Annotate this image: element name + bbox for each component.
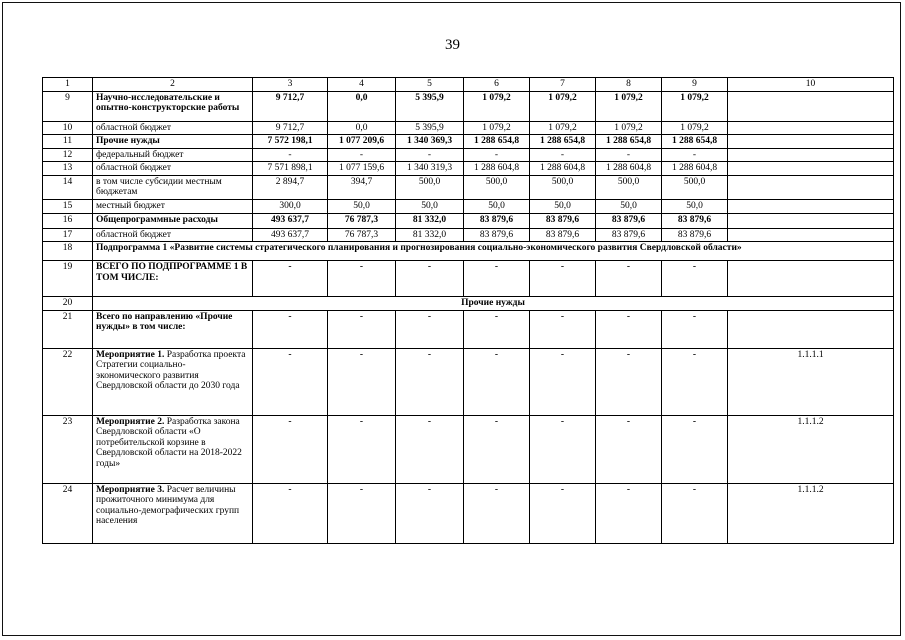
row-number: 13 <box>43 162 93 176</box>
value-cell: - <box>328 415 396 483</box>
header-cell: 2 <box>93 78 253 92</box>
value-cell: 1 079,2 <box>464 121 530 135</box>
table-row <box>43 213 894 228</box>
row-number: 20 <box>43 297 93 311</box>
section-row-text: Прочие нужды <box>93 297 894 311</box>
header-cell: 3 <box>253 78 328 92</box>
value-cell: 81 332,0 <box>396 213 464 228</box>
row-number: 12 <box>43 148 93 162</box>
value-cell: 1 288 604,8 <box>596 162 662 176</box>
value-cell: - <box>253 148 328 162</box>
row-number: 23 <box>43 415 93 483</box>
event-description: Разработка проекта Стратегии социально-экономического развития Свердловской области до 2030 года <box>96 349 246 391</box>
value-cell: 76 787,3 <box>328 228 396 242</box>
row-number: 16 <box>43 213 93 228</box>
value-cell: 83 879,6 <box>530 213 596 228</box>
table-row <box>43 162 894 176</box>
value-cell: - <box>396 483 464 543</box>
value-cell: 1 079,2 <box>530 91 596 121</box>
value-cell: 83 879,6 <box>530 228 596 242</box>
value-cell: 1 288 654,8 <box>464 135 530 149</box>
value-cell: - <box>253 415 328 483</box>
value-cell: 76 787,3 <box>328 213 396 228</box>
row-number: 10 <box>43 121 93 135</box>
row-label: областной бюджет <box>93 121 253 135</box>
value-cell: 83 879,6 <box>464 213 530 228</box>
value-cell: 1 340 369,3 <box>396 135 464 149</box>
row-number: 19 <box>43 261 93 297</box>
target-ref: 1.1.1.2 <box>728 415 894 483</box>
value-cell: - <box>464 261 530 297</box>
row-number: 17 <box>43 228 93 242</box>
header-cell: 8 <box>596 78 662 92</box>
row-label: Прочие нужды <box>93 135 253 149</box>
row-number: 9 <box>43 91 93 121</box>
row-label: федеральный бюджет <box>93 148 253 162</box>
value-cell: - <box>662 148 728 162</box>
value-cell: 1 340 319,3 <box>396 162 464 176</box>
value-cell: - <box>396 310 464 348</box>
table-row <box>43 199 894 213</box>
value-cell: - <box>596 148 662 162</box>
header-cell: 1 <box>43 78 93 92</box>
value-cell: 50,0 <box>396 199 464 213</box>
value-cell: 5 395,9 <box>396 91 464 121</box>
row-number: 15 <box>43 199 93 213</box>
value-cell: 50,0 <box>662 199 728 213</box>
row-label: местный бюджет <box>93 199 253 213</box>
value-cell: 83 879,6 <box>596 228 662 242</box>
table-row <box>43 121 894 135</box>
row-label: Общепрограммные расходы <box>93 213 253 228</box>
value-cell: - <box>464 483 530 543</box>
row-label: областной бюджет <box>93 162 253 176</box>
event-row <box>43 415 894 483</box>
header-cell: 5 <box>396 78 464 92</box>
table-row <box>43 148 894 162</box>
section-row <box>43 297 894 311</box>
budget-table <box>42 77 894 544</box>
value-cell: 500,0 <box>464 175 530 199</box>
value-cell: - <box>530 348 596 415</box>
target-ref <box>728 213 894 228</box>
row-number: 18 <box>43 242 93 261</box>
event-description: Разработка закона Свердловской области «О потребительской корзине в Свердловской области на 2018-2022 годы» <box>96 416 242 469</box>
value-cell: - <box>596 261 662 297</box>
value-cell: - <box>530 415 596 483</box>
row-number: 24 <box>43 483 93 543</box>
table-row <box>43 135 894 149</box>
target-ref <box>728 175 894 199</box>
header-cell: 4 <box>328 78 396 92</box>
value-cell: 300,0 <box>253 199 328 213</box>
value-cell: 1 079,2 <box>464 91 530 121</box>
target-ref <box>728 310 894 348</box>
value-cell: 5 395,9 <box>396 121 464 135</box>
value-cell: 1 079,2 <box>596 91 662 121</box>
value-cell: 7 572 198,1 <box>253 135 328 149</box>
event-label <box>93 483 253 543</box>
value-cell: - <box>328 261 396 297</box>
row-label: Всего по направлению «Прочие нужды» в том числе: <box>93 310 253 348</box>
value-cell: - <box>328 348 396 415</box>
row-number: 14 <box>43 175 93 199</box>
value-cell: 9 712,7 <box>253 91 328 121</box>
target-ref <box>728 148 894 162</box>
value-cell: 0,0 <box>328 91 396 121</box>
row-label: областной бюджет <box>93 228 253 242</box>
row-number: 22 <box>43 348 93 415</box>
value-cell: - <box>253 310 328 348</box>
value-cell: - <box>253 483 328 543</box>
event-title: Мероприятие 1. <box>96 349 165 360</box>
value-cell: - <box>596 310 662 348</box>
value-cell: - <box>662 483 728 543</box>
value-cell: 50,0 <box>464 199 530 213</box>
value-cell: 1 079,2 <box>530 121 596 135</box>
value-cell: - <box>596 483 662 543</box>
value-cell: 83 879,6 <box>662 213 728 228</box>
target-ref <box>728 261 894 297</box>
value-cell: 394,7 <box>328 175 396 199</box>
event-row <box>43 483 894 543</box>
value-cell: 1 079,2 <box>596 121 662 135</box>
target-ref <box>728 228 894 242</box>
value-cell: 1 288 654,8 <box>530 135 596 149</box>
value-cell: 0,0 <box>328 121 396 135</box>
table-row <box>43 91 894 121</box>
header-cell: 7 <box>530 78 596 92</box>
target-ref: 1.1.1.2 <box>728 483 894 543</box>
value-cell: 1 288 604,8 <box>464 162 530 176</box>
value-cell: 500,0 <box>396 175 464 199</box>
target-ref: 1.1.1.1 <box>728 348 894 415</box>
target-ref <box>728 162 894 176</box>
table-row <box>43 228 894 242</box>
value-cell: - <box>328 148 396 162</box>
value-cell: - <box>396 348 464 415</box>
value-cell: - <box>396 415 464 483</box>
value-cell: 81 332,0 <box>396 228 464 242</box>
value-cell: - <box>464 310 530 348</box>
value-cell: - <box>662 310 728 348</box>
event-row <box>43 348 894 415</box>
value-cell: 493 637,7 <box>253 228 328 242</box>
header-cell: 6 <box>464 78 530 92</box>
target-ref <box>728 91 894 121</box>
value-cell: - <box>464 348 530 415</box>
row-label: ВСЕГО ПО ПОДПРОГРАММЕ 1 В ТОМ ЧИСЛЕ: <box>93 261 253 297</box>
value-cell: 50,0 <box>530 199 596 213</box>
row-label: в том числе субсидии местным бюджетам <box>93 175 253 199</box>
value-cell: 83 879,6 <box>464 228 530 242</box>
value-cell: - <box>530 310 596 348</box>
value-cell: - <box>530 261 596 297</box>
value-cell: 500,0 <box>530 175 596 199</box>
value-cell: - <box>253 348 328 415</box>
value-cell: - <box>530 483 596 543</box>
value-cell: - <box>662 348 728 415</box>
value-cell: 83 879,6 <box>662 228 728 242</box>
header-cell: 9 <box>662 78 728 92</box>
value-cell: - <box>396 261 464 297</box>
value-cell: 1 079,2 <box>662 121 728 135</box>
value-cell: 1 288 604,8 <box>662 162 728 176</box>
row-label: Научно-исследовательские и опытно-конструкторские работы <box>93 91 253 121</box>
value-cell: 1 077 159,6 <box>328 162 396 176</box>
value-cell: - <box>328 483 396 543</box>
value-cell: - <box>662 261 728 297</box>
value-cell: 1 288 604,8 <box>530 162 596 176</box>
table-row <box>43 175 894 199</box>
value-cell: - <box>396 148 464 162</box>
value-cell: 7 571 898,1 <box>253 162 328 176</box>
value-cell: 50,0 <box>596 199 662 213</box>
value-cell: 500,0 <box>596 175 662 199</box>
page-number: 39 <box>445 37 460 53</box>
row-number: 11 <box>43 135 93 149</box>
value-cell: - <box>464 148 530 162</box>
row-number: 21 <box>43 310 93 348</box>
value-cell: 1 288 654,8 <box>662 135 728 149</box>
value-cell: 50,0 <box>328 199 396 213</box>
direction-row <box>43 310 894 348</box>
target-ref <box>728 199 894 213</box>
value-cell: - <box>530 148 596 162</box>
target-ref <box>728 121 894 135</box>
header-row <box>43 78 894 92</box>
event-label <box>93 415 253 483</box>
value-cell: - <box>596 348 662 415</box>
value-cell: - <box>328 310 396 348</box>
value-cell: 493 637,7 <box>253 213 328 228</box>
header-cell: 10 <box>728 78 894 92</box>
event-label <box>93 348 253 415</box>
value-cell: - <box>662 415 728 483</box>
value-cell: 500,0 <box>662 175 728 199</box>
value-cell: - <box>464 415 530 483</box>
target-ref <box>728 135 894 149</box>
event-title: Мероприятие 3. <box>96 484 165 495</box>
table-body <box>43 78 894 544</box>
subprogram-row <box>43 242 894 261</box>
value-cell: - <box>596 415 662 483</box>
subprogram-row-text: Подпрограмма 1 «Развитие системы стратегического планирования и прогнозирования социально-экономического развития Свердловской области» <box>93 242 894 261</box>
value-cell: 1 079,2 <box>662 91 728 121</box>
value-cell: 83 879,6 <box>596 213 662 228</box>
value-cell: 2 894,7 <box>253 175 328 199</box>
value-cell: 1 077 209,6 <box>328 135 396 149</box>
total-row <box>43 261 894 297</box>
value-cell: 9 712,7 <box>253 121 328 135</box>
value-cell: 1 288 654,8 <box>596 135 662 149</box>
event-description: Расчет величины прожиточного минимума для социально-демографических групп населения <box>96 484 240 526</box>
value-cell: - <box>253 261 328 297</box>
event-title: Мероприятие 2. <box>96 416 165 427</box>
